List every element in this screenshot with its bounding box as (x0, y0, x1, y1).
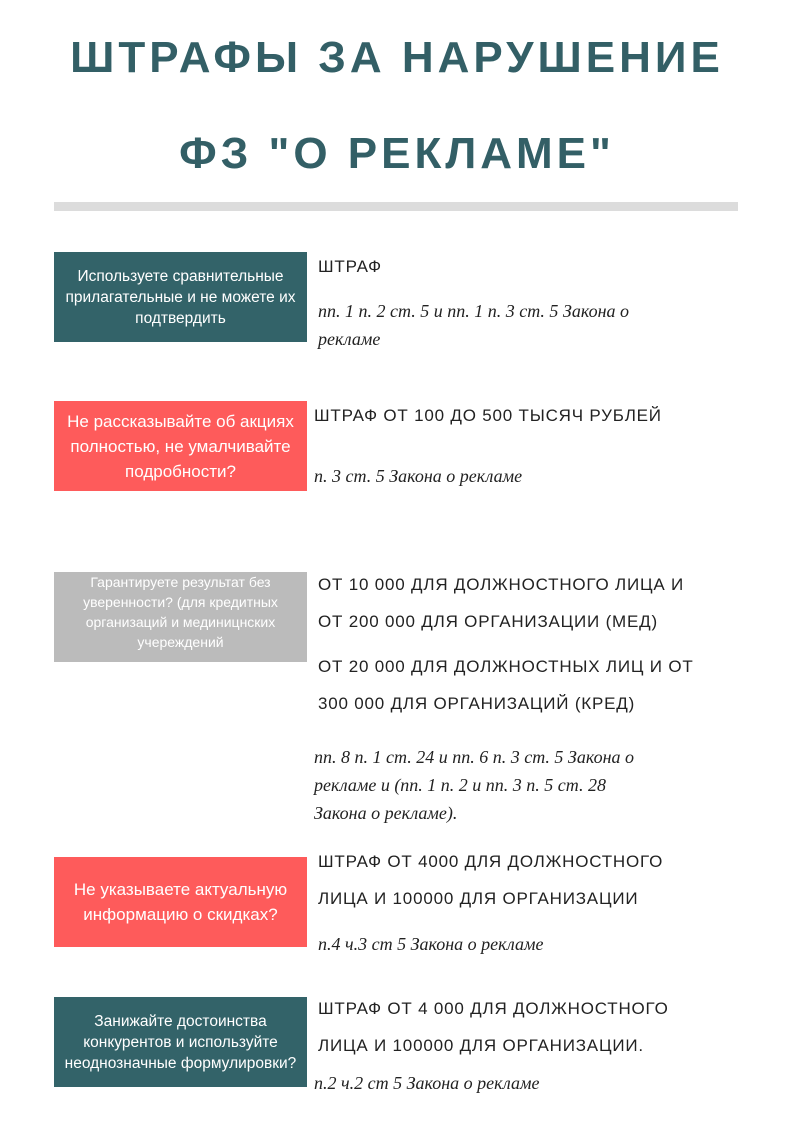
question-box-5: Занижайте достоинства конкурентов и используйте неоднозначные формулировки? (54, 997, 307, 1087)
law-reference-4: п.4 ч.3 ст 5 Закона о рекламе (318, 934, 544, 954)
law-reference-3: пп. 8 п. 1 ст. 24 и пп. 6 п. 3 ст. 5 Закона о рекламе и (пп. 1 п. 2 и пп. 3 п. 5 ст. 28 Закона о рекламе). (314, 747, 634, 823)
question-box-2: Не рассказывайте об акциях полностью, не умалчивайте подробности? (54, 401, 307, 491)
page-title-line-2: ФЗ "О РЕКЛАМЕ" (179, 129, 615, 178)
penalty-3: ОТ 10 000 ДЛЯ ДОЛЖНОСТНОГО ЛИЦА И ОТ 200 000 ДЛЯ ОРГАНИЗАЦИИ (МЕД) ОТ 20 000 ДЛЯ ДОЛЖНОСТНЫХ ЛИЦ И ОТ 300 000 ДЛЯ ОРГАНИЗАЦИЙ (КРЕД) (318, 575, 694, 713)
question-box-4: Не указываете актуальную информацию о скидках? (54, 857, 307, 947)
page-title-line-1: ШТРАФЫ ЗА НАРУШЕНИЕ (70, 33, 724, 82)
question-box-3: Гарантируете результат без уверенности? (для кредитных организаций и мединицнских учереждений (54, 572, 307, 662)
penalty-2: ШТРАФ ОТ 100 ДО 500 ТЫСЯЧ РУБЛЕЙ (314, 406, 662, 425)
law-reference-5: п.2 ч.2 ст 5 Закона о рекламе (314, 1073, 540, 1093)
law-reference-1: пп. 1 п. 2 ст. 5 и пп. 1 п. 3 ст. 5 Закона о рекламе (318, 301, 629, 349)
divider (54, 202, 738, 211)
question-box-1: Используете сравнительные прилагательные и не можете их подтвердить (54, 252, 307, 342)
penalty-4: ШТРАФ ОТ 4000 ДЛЯ ДОЛЖНОСТНОГО ЛИЦА И 100000 ДЛЯ ОРГАНИЗАЦИИ (318, 852, 664, 908)
penalty-1: ШТРАФ (318, 257, 382, 276)
penalty-5: ШТРАФ ОТ 4 000 ДЛЯ ДОЛЖНОСТНОГО ЛИЦА И 100000 ДЛЯ ОРГАНИЗАЦИИ. (318, 999, 669, 1055)
law-reference-2: п. 3 ст. 5 Закона о рекламе (314, 466, 523, 486)
